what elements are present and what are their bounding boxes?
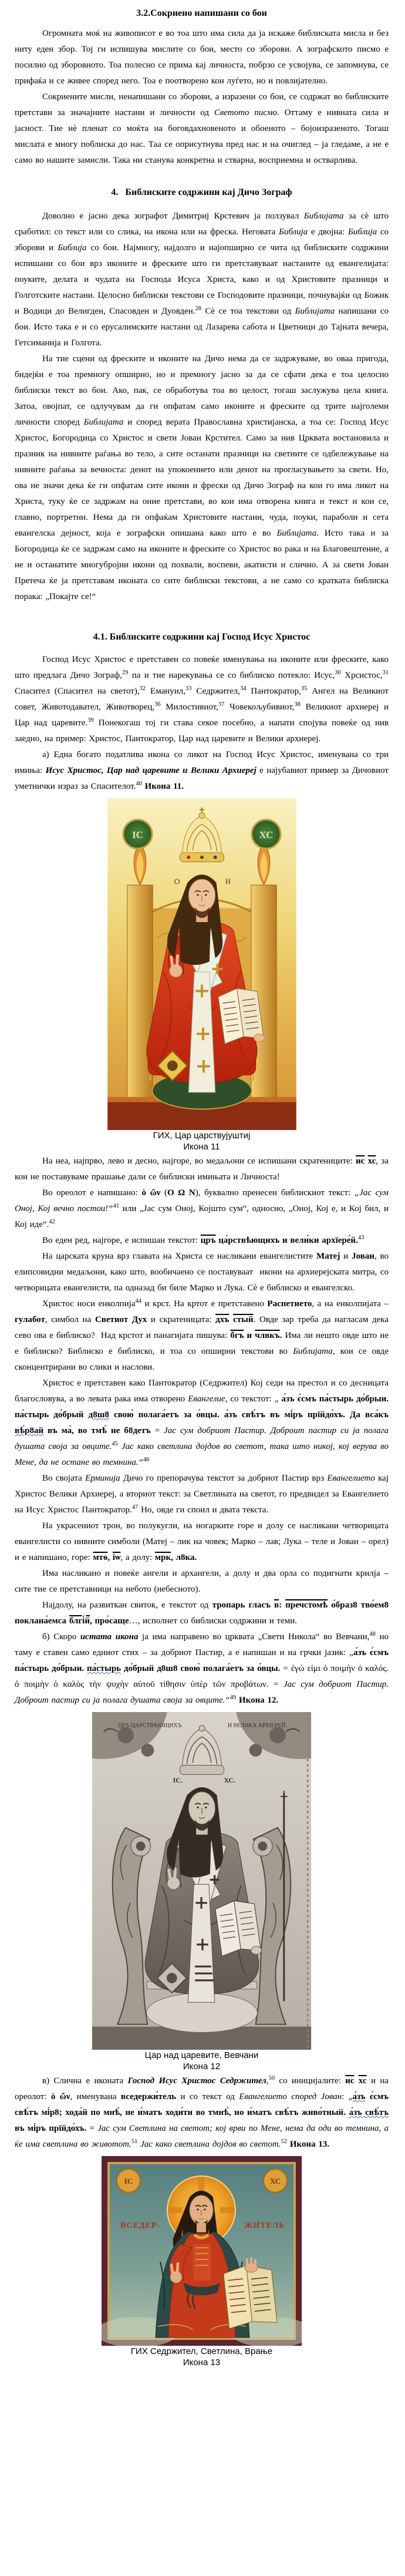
text-run: члвкъ: [255, 1331, 280, 1340]
text-run: мтѳ: [93, 1553, 108, 1562]
text-run: Великиот архиереј и Цар над царевите.: [15, 702, 392, 728]
icon12-inscription-left: ЦРЪ ЦАРСТВѢЮЩИХЪ: [118, 1722, 182, 1729]
text-run: Хрсистос,: [340, 671, 383, 680]
text-run: .: [279, 1331, 282, 1340]
footnote-ref: 38: [294, 701, 301, 708]
text-run: Икона 12.: [238, 1696, 279, 1705]
footnote-ref: 49: [230, 1694, 237, 1701]
text-run: о́браз8 тво́ем8 поклана́емса: [15, 1600, 392, 1626]
text-run: и со текст од: [176, 2092, 239, 2101]
text-run: б) Скоро: [42, 1632, 80, 1642]
document-body: [15, 5, 392, 2368]
text-run: въ мі́ръ прїйдо́хъ.: [15, 2108, 392, 2133]
text-run: вѣ́р8ай: [15, 1426, 44, 1435]
paragraph: [15, 1598, 392, 1629]
figure-caption-line: Икона 13: [183, 2358, 221, 2368]
icon11-image: [106, 798, 298, 1130]
text-run: Но, овде ги споил и двата текста.: [138, 1505, 269, 1515]
text-run: въ ма̀, во тмѣ̀ не б8детъ: [43, 1426, 151, 1435]
text-run: =: [268, 1680, 284, 1689]
text-run: , симбол на: [45, 1315, 95, 1324]
text-run: и: [244, 1331, 255, 1340]
icon12-inscription-right: И ВЕЛИКА АРХІЕРЕЙ.: [227, 1722, 288, 1729]
text-run: На украсениот трон, во полукугли, на ногарките горе и долу се насликани четворицата евангелисти со нивните симболи (Матеј – лик на човек; Марко – лав; Лука – теле и Јован – орел) и е напишано, горе:: [15, 1521, 392, 1562]
text-run: ὁ ὤν: [50, 2092, 70, 2101]
text-run: 4. Библиските содржини кај Дичо Зограф: [111, 187, 292, 197]
text-run: . Исто така и за Богородица ќе се задржам само на иконите и фреските со Христос во рака и на Благовештение, а не и останатите многубројни икони од похвали, воспеви, акатисти и слично. А за свети Јован Претеча ќе ја претставам иконата со сите библиски текстови, а не само со кратката библиска порака: „Покајте се!“: [15, 529, 392, 601]
text-run: , л8ка.: [171, 1553, 197, 1562]
icon13-inscription-right: ЖИ́ТЕЛЬ: [244, 2221, 285, 2230]
icon12-ic-text: ІС.: [173, 1776, 183, 1785]
footnote-ref: 41: [113, 1203, 120, 1209]
footnote-ref: 31: [382, 670, 389, 676]
footnote-ref: 30: [335, 670, 341, 676]
footnote-ref: 50: [268, 2075, 275, 2081]
text-run: вседержи́тель: [120, 2092, 177, 2101]
text-run: цръ: [200, 1236, 216, 1245]
text-run: , именувана: [70, 2092, 121, 2101]
text-run: „Јас сум Оној, Кој вечно постои!“: [15, 1188, 392, 1213]
icon13-inscription-left: ВСЕДЕР-: [120, 2221, 160, 2230]
text-run: Јас сум добриот Пастир. Доброит пастир си ја полага душата своја за овците.“: [15, 1680, 392, 1705]
figure-caption: [15, 1130, 389, 1152]
text-run: Има ли нешто овде што не е библиско? Библиско е библиско, и тоа со опширни текстови во: [15, 1331, 392, 1356]
text-run: :: [279, 1600, 286, 1610]
text-run: Евангелието: [327, 1474, 375, 1483]
text-run: Евангелие: [188, 1394, 225, 1404]
text-run: кај Христос Велики Архиереј, а вториот текст: за Светлината на светот, го предвидел за Евангелието на Исус Христос Пантократор.: [15, 1474, 392, 1515]
text-run: =: [86, 2124, 98, 2133]
text-run: а́зъ свѣ́тъ: [349, 2108, 389, 2117]
text-run: Дичо го препорачува текстот за добриот Пастир врз: [120, 1474, 328, 1483]
text-run: Библијата: [303, 211, 344, 221]
text-run: ис: [356, 1156, 365, 1166]
text-run: , а долу:: [120, 1553, 155, 1562]
text-run: ὁ ὤν: [141, 1188, 161, 1198]
figure-caption-line: ГИХ, Цар царствујуштиј: [153, 1131, 251, 1141]
footnote-ref: 36: [154, 701, 161, 708]
footnote-ref: 32: [139, 685, 146, 692]
footnote-ref: 52: [281, 2138, 288, 2145]
text-run: Евангелието според Јован: [239, 2092, 342, 2101]
text-run: Ерминија: [85, 1474, 120, 1483]
section-heading: [15, 628, 389, 646]
text-run: и крст. На кртот е претставено: [141, 1299, 268, 1309]
text-run: Сѐ се тоа текстови од: [201, 307, 295, 316]
text-run: Светото писмо: [214, 108, 278, 117]
text-run: Емануил,: [146, 687, 186, 696]
text-run: хс: [358, 2076, 367, 2086]
text-run: Јас сум Светлина на светот; кој врви по Мене, нема да оди во темнина, а ќе има светлина во животот.: [15, 2124, 392, 2149]
text-run: Библијата: [295, 307, 335, 316]
text-run: пречстомѣ: [285, 1600, 328, 1610]
text-run: со иницијалите:: [275, 2076, 346, 2086]
text-run: Јас сум добриот Пастир. Доброит пастир си ја полага душата своја за овците.: [15, 1426, 392, 1451]
text-run: 3.2.Сокриено напишани со бои: [136, 8, 267, 18]
paragraph: [15, 652, 392, 747]
text-run: На царската круна врз главата на Христа се насликани евангелистите: [42, 1252, 317, 1261]
icon12-image: [90, 1712, 313, 2050]
text-run: ја има направено во црквата „Свети Никола“ во Вевчани,: [138, 1632, 370, 1642]
footnote-ref: 47: [131, 1504, 139, 1511]
text-run: до́брый д8ш8 свою̀ полага́етъ за о́вцы.: [121, 1664, 281, 1673]
text-run: , за кои не поставуваме прашање дали се библиски имињата и Личноста!: [15, 1156, 392, 1182]
text-run: . Овде зар треба да нагласам дека сево ова е библиско? Над крстот и панагијата пишува:: [15, 1315, 392, 1340]
text-run: . Оттаму е нивната сила и јасност. Тие нѐ пленат со моќта на боговдахновеното и обоеното – бојоизразеното. Тогаш мислата е многу поблиска до нас. Таа се оприсутнува пред нас и на очиглед – ја гледаме, а не е само во нашите замисли. Така ни станува конкретна и стварна, восприемна и остварлива.: [15, 108, 392, 165]
footnote-ref: 42: [49, 1219, 55, 1225]
footnote-ref: 29: [122, 670, 129, 676]
icon13-ic-text: ІС: [124, 2177, 133, 2185]
icon11-nu-text: Н: [225, 877, 231, 886]
footnote-ref: 39: [87, 717, 94, 724]
text-run: На неа, најпрво, лево и десно, најгоре, во медаљони се испишани скратениците:: [42, 1156, 356, 1166]
text-run: О Ω N: [167, 1188, 195, 1198]
text-run: Јован: [352, 1252, 374, 1261]
text-run: ἐγώ εἰμι ὁ ποιμὴν ὁ καλός. ὁ ποιμὴν ὁ καλὸς τὴν ψυχὴν αὐτοῦ τίθησιν ὑπὲρ τῶν προβάτων.: [15, 1664, 392, 1689]
icon11-ic-text: ІС: [131, 829, 143, 841]
paragraph: [15, 2073, 392, 2153]
paragraph: [15, 89, 392, 169]
text-run: : „: [342, 2092, 353, 2101]
footnote-ref: 46: [143, 1457, 150, 1463]
footnote-ref: 33: [185, 685, 192, 692]
footnote-ref: 37: [218, 701, 225, 708]
text-run: , а на енколпијата –: [312, 1299, 392, 1309]
text-run: бгъ: [230, 1331, 244, 1340]
text-run: Човекољубивиот,: [224, 702, 295, 712]
figure-icon13: [15, 2156, 389, 2368]
footnote-ref: 48: [369, 1631, 376, 1637]
paragraph: [15, 1471, 392, 1518]
text-run: , во елипсовидни медаљони, како што, вообичаено се поставуваат икони на архиерејската митра, со четворицата евангелисти, па одназад би биле Марко и Лука. Сѐ е библиско и евангелско.: [15, 1252, 392, 1293]
text-run: за сѐ што сработил: со текст или со слика, на икона или на фреска. Неговата: [15, 211, 392, 237]
text-run: стый: [233, 1315, 254, 1324]
paragraph: [15, 1629, 392, 1709]
text-run: е двојна:: [308, 227, 348, 237]
footnote-ref: 40: [136, 781, 142, 787]
icon12-xc-text: ХС.: [224, 1776, 236, 1785]
figure-icon11: [15, 798, 389, 1152]
text-run: со зборови и: [15, 227, 392, 253]
text-run: Распетието: [267, 1299, 312, 1309]
footnote-ref: 28: [195, 305, 201, 312]
figure-caption-line: Икона 11: [183, 1142, 220, 1152]
paragraph: [15, 1249, 392, 1296]
text-run: а́зъ: [352, 2092, 366, 2101]
text-run: …, исполнет со библиски содржини и теми.: [129, 1616, 298, 1626]
text-run: Огромната моќ на живописот е во тоа што има сила да ја искаже библиската мисла и без ниту еден збор. Тој ги испишува мислите со бои, место со зборови. А зографското писмо е посилно од зборовното. Тоа полесно се прима кај личноста, побрзо се усвојува, се запомнува, се прифаќа и се живее според него. Тоа е поотворено кон луѓето, но и повлијателно.: [15, 29, 392, 86]
text-run: =: [150, 1426, 164, 1435]
text-run: , про́саще: [89, 1616, 129, 1626]
text-run: ис: [345, 2076, 355, 2086]
figure-caption-line: ГИХ Седржител, Светлина, Врање: [130, 2346, 273, 2356]
paragraph: [15, 351, 392, 605]
footnote-ref: 44: [135, 1298, 141, 1304]
text-run: Икона 11.: [144, 782, 184, 791]
text-run: [355, 2076, 359, 2086]
text-run: Исус Христос, Цар над царевите и Велики Архиереј: [45, 766, 256, 775]
text-run: но таму е ставен само едниот стих – за добриот Пастир, а е напишан и на грчки јазик: „: [15, 1632, 392, 1657]
paragraph: [15, 1376, 392, 1471]
text-run: Најдолу, на развиткан свиток, е текстот од: [42, 1600, 212, 1610]
text-run: Христос носи енколпија: [42, 1299, 136, 1309]
text-run: Светиот Дух: [95, 1315, 147, 1324]
text-run: (: [160, 1188, 167, 1198]
paragraph: [15, 1518, 392, 1566]
text-run: напишани со бои. Исто така е и со ерусалимските настани од Лазарева сабота и Цветници до Тајната вечера, Гетсиманија и Голгота.: [15, 307, 392, 348]
text-run: в) Слична е иконата: [42, 2076, 128, 2086]
paragraph: [15, 1566, 392, 1598]
text-run: Седржител,: [191, 687, 241, 696]
text-run: па́стырь: [86, 1664, 122, 1673]
text-run: Понекогаш тој ги става секое посебно, а напати спојува повеќе од нив заедно, на пример: Христос, Пантократор, Цар над царевите и Велики архиереј.: [15, 718, 392, 744]
text-run: Во еден ред, најгоре, е испишан текстот:: [42, 1236, 201, 1245]
text-run: дхъ: [215, 1315, 230, 1324]
icon13-xc-text: ХС: [269, 2177, 281, 2185]
paragraph: [15, 1154, 392, 1185]
paragraph: [15, 26, 392, 89]
text-run: Спасител (Спасител на светот),: [15, 671, 392, 696]
text-run: Икона 13.: [289, 2140, 330, 2149]
text-run: , кои се овде сконцентрирани во слики и наслови.: [15, 1347, 392, 1372]
text-run: На тие сцени од фреските и иконите на Дичо нема да се задржуваме, во оваа пригода, бидејќи е тоа премногу опширно, но и премногу јасно за да се сфати дека е тоа целосно библиски текст во бои. Ако, пак, се обработува тоа во целост, тогаш заслужува цела книга. Затоа, овојпат, се одлучувам да ги опфатам само иконите и фреските од трите најголеми личности според: [15, 354, 392, 427]
text-run: Во својата: [42, 1474, 86, 1483]
text-run: Библијата: [293, 1347, 333, 1356]
paragraph: [15, 1185, 392, 1233]
text-run: гулабот: [15, 1315, 45, 1324]
text-run: хс: [367, 1156, 376, 1166]
footnote-ref: 51: [131, 2138, 138, 2145]
text-run: Христос е претставен како Пантократор (Седржител) Кој седи на престол и со десницата благословува, а во левата рака има отворено: [15, 1378, 392, 1404]
section-heading: [15, 184, 389, 201]
text-run: истата икона: [80, 1632, 139, 1642]
text-run: со бои. Најмногу, најдолго и најопширно се чита од библиските содржини испишани со бои врз иконите и фреските што ги претставуваат настаните од евангелијата: поуките, делата и чудата на Господа Исуса Христа, како и од Христовите празници и Голготските настани. Целосно библиски текстови се Господовите празници, почнувајќи од Божик и Водици до Велигден, Спасовден и Дуовден.: [15, 243, 392, 316]
text-run: Библија: [58, 243, 87, 253]
paragraph: [15, 747, 392, 795]
figure-caption-line: Икона 12: [183, 2062, 221, 2071]
text-run: и според верата Православна христијанска, а тоа се: Господ Исус Христос, Богородица со Христос и свети Јован Крстител. Само за нив Црквата востановила и празник на нивните раѓања во тело, а сите останати празници на светиите се одбележување на нивните раѓања за вечноста: денот на упокоението или денот на прогласувањето за свети. Но, ова не значи дека ќе ги опфатам сите икони и фрески од Дичо Зограф на кои го има ликот на Христа, туку ќе се задржам на оние претстави, во кои има отворена книга и текст и кои се, главно, портретни. Нема да ги опфаќам Христовите настани, чуда, поуки, параболи и сета евангелска дејност, која е зографски опишана како што е во: [15, 418, 392, 538]
text-run: ,: [266, 2076, 269, 2086]
text-run: а) Една богато податлива икона со ликот на Господ Исус Христос, именувана со три имиња:: [15, 750, 392, 775]
text-run: =: [280, 1664, 291, 1673]
text-run: д8ш8: [88, 1410, 109, 1420]
text-run: Библијата: [276, 529, 317, 538]
text-run: 4.1. Библиските содржини кај Господ Исус Христос: [93, 632, 310, 642]
text-run: или „Јас сум Оној, Којшто сум“, односно, „Оној, Кој е, и Кој бил, и Кој иде“.: [15, 1204, 392, 1229]
text-run: и скратеницата:: [147, 1315, 216, 1324]
text-run: Матеј: [316, 1252, 340, 1261]
text-run: Господ Исус Христос е претставен со повеќе именувања на иконите или фреските, како што предлага Дичо Зограф,: [15, 655, 392, 680]
text-run: Милостивиот,: [160, 702, 218, 712]
text-run: Јас како светлина дојдов во светот, така што никој, кој верува во Мене, да не остане во темнина.“: [15, 1442, 392, 1467]
footnote-ref: 34: [240, 685, 247, 692]
text-run: блгі́й: [69, 1616, 90, 1626]
figure-icon12: [15, 1712, 389, 2072]
text-run: Има насликано и повеќе ангели и архангели, а долу и два орла со подигнати крилја – сите тие се претставници на небото (небесното).: [15, 1569, 392, 1594]
footnote-ref: 43: [357, 1235, 365, 1241]
text-run: свою̀ полага́етъ за о́вцы. а́зъ свѣ́тъ въ мі́ръ прїйдо́хъ. Да вса́къ: [109, 1410, 392, 1420]
text-run: Сокриените мисли, ненапишани со зборови, а изразени со бои, се содржат во библиските претстави за значајните настани и личности од: [15, 92, 392, 117]
text-run: Ангел на Великиот совет, Животодавател, Животворец,: [15, 687, 392, 712]
text-run: па и тие нарекувања се со библиско потекло: Исус,: [128, 671, 335, 680]
section-heading: [15, 5, 389, 22]
icon11-xc-text: ХС: [259, 829, 273, 841]
paragraph: [15, 208, 392, 351]
paragraph: [15, 1296, 392, 1376]
text-run: мрк: [154, 1553, 171, 1562]
icon11-omicron-text: Ѻ: [174, 877, 180, 886]
paragraph: [15, 1233, 389, 1249]
text-run: ца́рствѣющихъ и вели́ки архїере́й.: [215, 1236, 358, 1245]
footnote-ref: 35: [301, 685, 308, 692]
text-run: Библија: [347, 227, 377, 237]
text-run: Библијата: [83, 418, 124, 427]
text-run: ,: [107, 1553, 113, 1562]
text-run: Во ореолот е напишано:: [42, 1188, 142, 1198]
text-run: в: [274, 1600, 279, 1610]
text-run: а́зъ є́смъ па́стырь до́брыи. па́стырь до́брый: [15, 1394, 392, 1420]
footnote-ref: 45: [112, 1441, 118, 1447]
text-run: е најубавиот пример за Дичовиот уметнички израз за Спасителот.: [15, 766, 392, 791]
text-run: Јас како светлина дојдов во светот.: [137, 2140, 281, 2149]
text-run: Библија: [278, 227, 308, 237]
text-run: а́зъ є́смъ па́стырь до́брыи.: [15, 1648, 392, 1673]
text-run: Доволно е јасно дека зографот Димитриј Крстевич ја ползувал: [42, 211, 304, 221]
icon13-image: [102, 2156, 302, 2346]
text-run: , со текстот: „: [225, 1394, 282, 1404]
figure-caption: [15, 2050, 389, 2072]
text-run: Господ Исус Христос Седржител: [127, 2076, 266, 2086]
text-run: є́смъ свѣ́тъ мі́р8; хода́й по мнѣ̀, не и́матъ ходи́ти во тмнѣ̀, но и́матъ свѣ́тъ живо́тный.: [15, 2092, 392, 2117]
figure-caption-line: Цар над царевите, Вевчани: [144, 2050, 259, 2060]
text-run: ), буквално пренесен библискиот текст:: [195, 1188, 355, 1198]
text-run: іѡ: [112, 1553, 121, 1562]
text-run: тропарь гласъ: [212, 1600, 274, 1610]
text-run: Пантократор,: [246, 687, 301, 696]
text-run: и: [340, 1252, 352, 1261]
text-run: и на ореолот:: [15, 2076, 392, 2101]
figure-caption: [15, 2346, 389, 2368]
